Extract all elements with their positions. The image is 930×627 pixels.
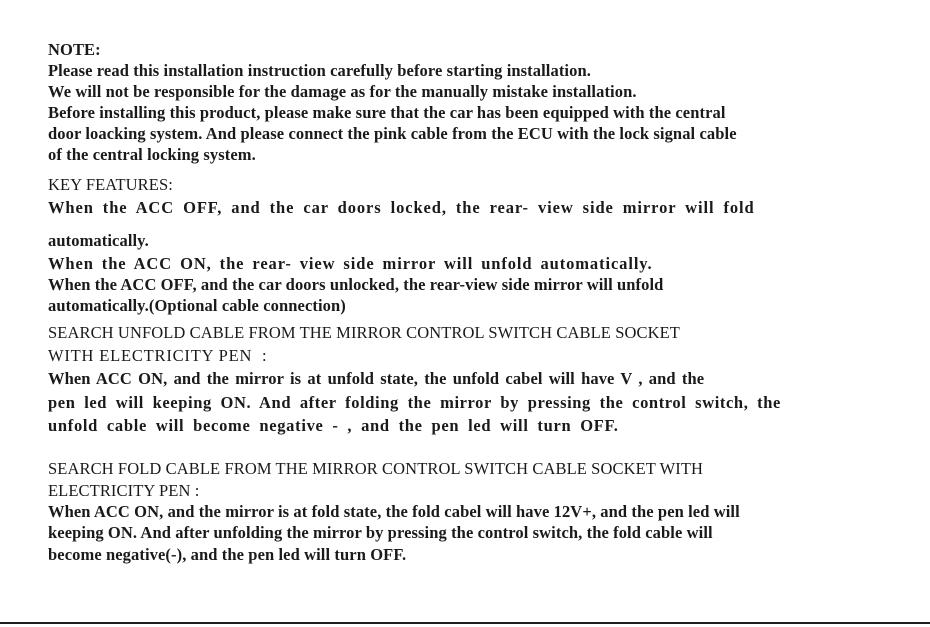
- note-line: Before installing this product, please make sure that the car has been equipped with the central: [48, 103, 726, 122]
- fold-line: become negative(-), and the pen led will turn OFF.: [48, 545, 407, 564]
- fold-heading-cont: ELECTRICITY PEN :: [48, 481, 200, 500]
- key-features-line: When the ACC OFF, and the car doors locked, the rear- view side mirror will fold: [48, 198, 755, 217]
- note-line: We will not be responsible for the damage as for the manually mistake installation.: [48, 82, 637, 101]
- note-line: Please read this installation instruction carefully before starting installation.: [48, 61, 591, 80]
- unfold-line: When ACC ON, and the mirror is at unfold state, the unfold cabel will have V , and the: [48, 369, 705, 388]
- key-features-heading: KEY FEATURES:: [48, 175, 173, 194]
- fold-line: When ACC ON, and the mirror is at fold state, the fold cabel will have 12V+, and the pen led will: [48, 502, 740, 521]
- note-heading: NOTE:: [48, 40, 101, 59]
- key-features-line: automatically.: [48, 231, 149, 250]
- bottom-divider: [0, 622, 930, 624]
- key-features-line: When the ACC OFF, and the car doors unlocked, the rear-view side mirror will unfold: [48, 275, 664, 294]
- note-line: of the central locking system.: [48, 145, 256, 164]
- note-line: door loacking system. And please connect the pink cable from the ECU with the lock signal cable: [48, 124, 737, 143]
- key-features-line: When the ACC ON, the rear- view side mirror will unfold automatically.: [48, 254, 653, 273]
- unfold-line: pen led will keeping ON. And after folding the mirror by pressing the control switch, the: [48, 393, 781, 412]
- fold-line: keeping ON. And after unfolding the mirror by pressing the control switch, the fold cable will: [48, 523, 713, 542]
- unfold-line: unfold cable will become negative - , and the pen led will turn OFF.: [48, 416, 619, 435]
- fold-heading: SEARCH FOLD CABLE FROM THE MIRROR CONTROL SWITCH CABLE SOCKET WITH: [48, 459, 704, 478]
- unfold-heading-cont: WITH ELECTRICITY PEN :: [48, 346, 268, 365]
- unfold-heading: SEARCH UNFOLD CABLE FROM THE MIRROR CONTROL SWITCH CABLE SOCKET: [48, 323, 680, 342]
- key-features-line: automatically.(Optional cable connection): [48, 296, 346, 315]
